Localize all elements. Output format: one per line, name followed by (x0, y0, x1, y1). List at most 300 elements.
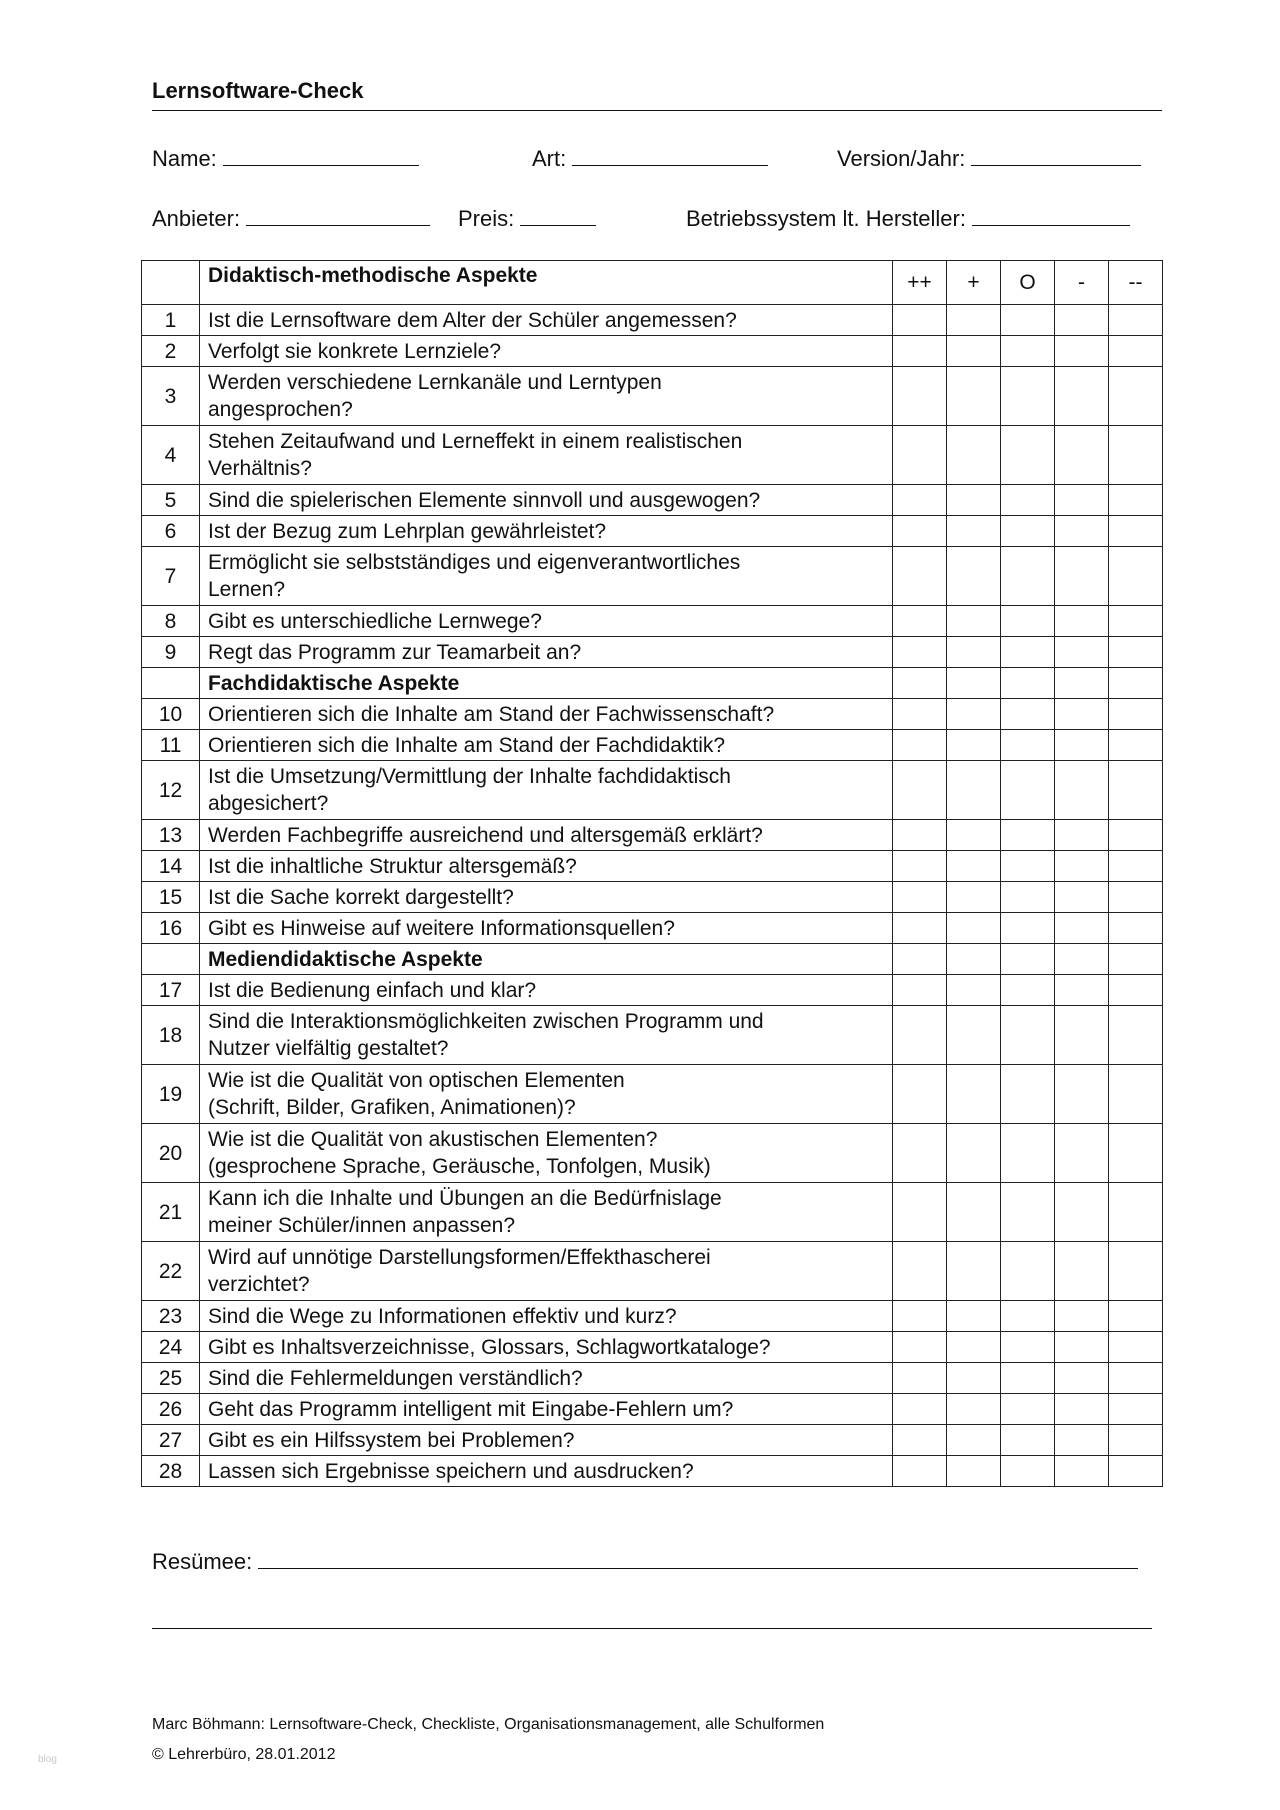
rating-cell[interactable] (1109, 485, 1163, 516)
rating-cell[interactable] (1055, 637, 1109, 668)
rating-cell[interactable] (1109, 1124, 1163, 1183)
rating-cell[interactable] (893, 367, 947, 426)
section-heading: Fachdidaktische Aspekte (200, 668, 893, 699)
art-blank (572, 143, 768, 166)
item-number: 13 (142, 820, 200, 851)
rating-cell[interactable] (1001, 637, 1055, 668)
rating-cell[interactable] (947, 305, 1001, 336)
rating-cell[interactable] (1109, 606, 1163, 637)
question-line: Werden Fachbegriffe ausreichend und altersgemäß erklärt? (208, 823, 763, 847)
rating-cell[interactable] (1109, 1425, 1163, 1456)
rating-cell[interactable] (1001, 820, 1055, 851)
item-question (200, 1006, 893, 1065)
item-question (200, 882, 893, 913)
rating-cell[interactable] (893, 305, 947, 336)
resume-label: Resümee: (152, 1549, 253, 1574)
checklist-row (142, 1394, 1163, 1425)
rating-cell (893, 944, 947, 975)
rating-cell[interactable] (1109, 1363, 1163, 1394)
name-label: Name: (152, 146, 217, 171)
rating-cell[interactable] (893, 1332, 947, 1363)
rating-cell[interactable] (893, 1456, 947, 1487)
version-blank (971, 143, 1141, 166)
rating-cell[interactable] (1055, 913, 1109, 944)
rating-cell[interactable] (1109, 367, 1163, 426)
item-number: 9 (142, 637, 200, 668)
rating-cell[interactable] (893, 516, 947, 547)
item-number: 3 (142, 367, 200, 426)
rating-cell[interactable] (947, 820, 1001, 851)
rating-cell[interactable] (947, 1394, 1001, 1425)
rating-cell[interactable] (947, 485, 1001, 516)
question-line: Ist die Umsetzung/Vermittlung der Inhalte fachdidaktisch (208, 765, 731, 788)
question-line: Gibt es unterschiedliche Lernwege? (208, 609, 542, 633)
rating-cell[interactable] (893, 761, 947, 820)
item-question (200, 730, 893, 761)
question-line: Lernen? (208, 578, 286, 601)
rating-header: -- (1109, 261, 1163, 305)
item-question (200, 913, 893, 944)
checklist-row (142, 820, 1163, 851)
rating-cell[interactable] (1001, 485, 1055, 516)
question-line: Orientieren sich die Inhalte am Stand der Fachwissenschaft? (208, 702, 775, 726)
checklist-row (142, 1065, 1163, 1124)
rating-cell[interactable] (947, 699, 1001, 730)
rating-cell[interactable] (1109, 975, 1163, 1006)
checklist-row (142, 1183, 1163, 1242)
rating-cell[interactable] (1055, 761, 1109, 820)
question-line: Sind die Interaktionsmöglichkeiten zwischen Programm und (208, 1010, 764, 1033)
rating-cell[interactable] (1055, 1456, 1109, 1487)
rating-cell (1055, 668, 1109, 699)
rating-cell[interactable] (1109, 547, 1163, 606)
section-heading: Didaktisch-methodische Aspekte (200, 261, 893, 305)
anbieter-blank (246, 203, 430, 226)
question-line: Gibt es Hinweise auf weitere Informationsquellen? (208, 916, 675, 940)
rating-cell[interactable] (1109, 1394, 1163, 1425)
rating-cell[interactable] (893, 547, 947, 606)
item-number: 20 (142, 1124, 200, 1183)
item-question (200, 426, 893, 485)
item-question (200, 336, 893, 367)
item-number: 12 (142, 761, 200, 820)
rating-cell[interactable] (1001, 851, 1055, 882)
rating-cell[interactable] (893, 1394, 947, 1425)
item-question (200, 606, 893, 637)
checklist-row (142, 336, 1163, 367)
question-line: Regt das Programm zur Teamarbeit an? (208, 640, 582, 664)
item-question (200, 1183, 893, 1242)
item-number: 18 (142, 1006, 200, 1065)
rating-cell[interactable] (893, 699, 947, 730)
rating-cell (1055, 944, 1109, 975)
rating-cell[interactable] (893, 851, 947, 882)
rating-cell[interactable] (893, 1363, 947, 1394)
rating-cell[interactable] (1001, 1332, 1055, 1363)
item-number: 6 (142, 516, 200, 547)
rating-cell[interactable] (1055, 1006, 1109, 1065)
question-line: Ermöglicht sie selbstständiges und eigenverantwortliches (208, 551, 741, 574)
rating-cell[interactable] (1001, 1006, 1055, 1065)
section-num-cell (142, 261, 200, 305)
rating-cell[interactable] (1109, 761, 1163, 820)
rating-cell[interactable] (893, 820, 947, 851)
rating-cell[interactable] (1001, 1425, 1055, 1456)
rating-cell[interactable] (1109, 426, 1163, 485)
item-question (200, 1124, 893, 1183)
item-number: 19 (142, 1065, 200, 1124)
rating-cell[interactable] (893, 606, 947, 637)
item-question (200, 485, 893, 516)
rating-cell[interactable] (1055, 1332, 1109, 1363)
rating-cell[interactable] (947, 516, 1001, 547)
rating-cell[interactable] (947, 1124, 1001, 1183)
betriebssystem-field (686, 203, 1130, 232)
rating-cell[interactable] (1109, 820, 1163, 851)
rating-cell[interactable] (1055, 305, 1109, 336)
item-number: 2 (142, 336, 200, 367)
checklist-row (142, 761, 1163, 820)
rating-cell[interactable] (893, 1242, 947, 1301)
rating-cell[interactable] (893, 1301, 947, 1332)
version-label: Version/Jahr: (837, 146, 966, 171)
checklist-row (142, 730, 1163, 761)
rating-cell[interactable] (893, 637, 947, 668)
checklist-row (142, 913, 1163, 944)
question-line: Ist der Bezug zum Lehrplan gewährleistet? (208, 519, 607, 543)
checklist-row (142, 1332, 1163, 1363)
section-num-cell (142, 668, 200, 699)
rating-cell[interactable] (1001, 1363, 1055, 1394)
item-number: 11 (142, 730, 200, 761)
rating-cell[interactable] (1055, 1124, 1109, 1183)
rating-cell[interactable] (1055, 851, 1109, 882)
question-line: Ist die Bedienung einfach und klar? (208, 978, 537, 1002)
rating-cell[interactable] (1109, 1456, 1163, 1487)
rating-cell[interactable] (947, 1183, 1001, 1242)
item-question (200, 975, 893, 1006)
item-number: 7 (142, 547, 200, 606)
question-line: Wie ist die Qualität von akustischen Elementen? (208, 1128, 658, 1151)
item-question (200, 699, 893, 730)
item-number: 28 (142, 1456, 200, 1487)
rating-cell[interactable] (947, 1242, 1001, 1301)
item-question (200, 820, 893, 851)
question-line: meiner Schüler/innen anpassen? (208, 1214, 516, 1237)
rating-cell[interactable] (1001, 305, 1055, 336)
question-line: Ist die Sache korrekt dargestellt? (208, 885, 514, 909)
rating-cell[interactable] (1055, 485, 1109, 516)
rating-cell[interactable] (1001, 1456, 1055, 1487)
rating-cell[interactable] (947, 1456, 1001, 1487)
rating-cell[interactable] (947, 1425, 1001, 1456)
rating-cell[interactable] (1109, 637, 1163, 668)
rating-cell[interactable] (947, 761, 1001, 820)
rating-cell[interactable] (947, 606, 1001, 637)
question-line: abgesichert? (208, 792, 329, 815)
question-line: (Schrift, Bilder, Grafiken, Animationen)? (208, 1096, 576, 1119)
version-field (837, 143, 1141, 172)
item-question (200, 1363, 893, 1394)
rating-cell[interactable] (947, 1363, 1001, 1394)
rating-cell[interactable] (1055, 1301, 1109, 1332)
rating-cell[interactable] (1055, 336, 1109, 367)
rating-cell[interactable] (1001, 1242, 1055, 1301)
rating-cell[interactable] (1109, 516, 1163, 547)
checklist-row (142, 1425, 1163, 1456)
resume-line-2 (152, 1628, 1152, 1629)
rating-cell[interactable] (893, 336, 947, 367)
name-field (152, 143, 419, 172)
rating-cell[interactable] (1109, 1065, 1163, 1124)
item-number: 26 (142, 1394, 200, 1425)
checklist-row (142, 975, 1163, 1006)
item-number: 5 (142, 485, 200, 516)
rating-cell[interactable] (1001, 1301, 1055, 1332)
rating-cell[interactable] (947, 730, 1001, 761)
checklist-row (142, 1242, 1163, 1301)
rating-cell[interactable] (1001, 699, 1055, 730)
anbieter-field (152, 203, 430, 232)
rating-cell[interactable] (1001, 367, 1055, 426)
rating-cell[interactable] (893, 1124, 947, 1183)
rating-cell[interactable] (1055, 730, 1109, 761)
question-line: Gibt es ein Hilfssystem bei Problemen? (208, 1428, 575, 1452)
rating-cell[interactable] (1001, 761, 1055, 820)
item-number: 25 (142, 1363, 200, 1394)
rating-header: O (1001, 261, 1055, 305)
checklist-table (141, 260, 1163, 1487)
preis-label: Preis: (458, 206, 515, 231)
rating-cell[interactable] (947, 882, 1001, 913)
question-line: Sind die Wege zu Informationen effektiv und kurz? (208, 1304, 677, 1328)
item-number: 17 (142, 975, 200, 1006)
rating-cell[interactable] (1001, 913, 1055, 944)
question-line: verzichtet? (208, 1273, 310, 1296)
question-line: Gibt es Inhaltsverzeichnisse, Glossars, Schlagwortkataloge? (208, 1335, 771, 1359)
checklist-row (142, 305, 1163, 336)
item-number: 22 (142, 1242, 200, 1301)
rating-cell[interactable] (893, 1425, 947, 1456)
question-line: Verfolgt sie konkrete Lernziele? (208, 339, 502, 363)
art-label: Art: (532, 146, 567, 171)
rating-cell (1109, 668, 1163, 699)
rating-cell[interactable] (947, 637, 1001, 668)
rating-cell[interactable] (1055, 1363, 1109, 1394)
rating-cell[interactable] (893, 1183, 947, 1242)
rating-cell[interactable] (1109, 730, 1163, 761)
rating-cell[interactable] (893, 426, 947, 485)
name-blank (223, 143, 419, 166)
rating-cell[interactable] (1109, 1183, 1163, 1242)
preis-blank (520, 203, 596, 226)
rating-cell[interactable] (1109, 1301, 1163, 1332)
rating-cell[interactable] (1109, 851, 1163, 882)
rating-cell[interactable] (893, 1006, 947, 1065)
item-question (200, 1065, 893, 1124)
question-line: Ist die Lernsoftware dem Alter der Schüler angemessen? (208, 308, 737, 332)
resume-row (152, 1546, 1162, 1575)
rating-cell[interactable] (1055, 1394, 1109, 1425)
rating-cell[interactable] (1001, 426, 1055, 485)
item-question (200, 367, 893, 426)
item-number: 16 (142, 913, 200, 944)
item-question (200, 637, 893, 668)
rating-cell[interactable] (1055, 1425, 1109, 1456)
rating-cell[interactable] (1109, 1242, 1163, 1301)
checklist-row (142, 637, 1163, 668)
checklist-row (142, 485, 1163, 516)
rating-header: - (1055, 261, 1109, 305)
question-line: Sind die spielerischen Elemente sinnvoll und ausgewogen? (208, 488, 761, 512)
question-line: Orientieren sich die Inhalte am Stand der Fachdidaktik? (208, 733, 726, 757)
checklist-row (142, 367, 1163, 426)
rating-cell[interactable] (1055, 1065, 1109, 1124)
question-line: Nutzer vielfältig gestaltet? (208, 1037, 449, 1060)
rating-cell (1109, 944, 1163, 975)
rating-header: + (947, 261, 1001, 305)
rating-cell[interactable] (1109, 305, 1163, 336)
item-number: 8 (142, 606, 200, 637)
question-line: Wie ist die Qualität von optischen Elementen (208, 1069, 625, 1092)
rating-cell[interactable] (1001, 730, 1055, 761)
rating-cell[interactable] (1001, 882, 1055, 913)
footer-copyright: © Lehrerbüro, 28.01.2012 (152, 1746, 336, 1763)
checklist-row (142, 1124, 1163, 1183)
document-title: Lernsoftware-Check (152, 78, 1162, 111)
rating-cell[interactable] (947, 975, 1001, 1006)
rating-cell[interactable] (947, 1065, 1001, 1124)
question-line: Kann ich die Inhalte und Übungen an die Bedürfnislage (208, 1187, 722, 1210)
rating-cell[interactable] (1055, 516, 1109, 547)
checklist-row (142, 426, 1163, 485)
item-question (200, 547, 893, 606)
question-line: Sind die Fehlermeldungen verständlich? (208, 1366, 583, 1390)
section-row (142, 944, 1163, 975)
rating-cell (893, 668, 947, 699)
item-number: 23 (142, 1301, 200, 1332)
rating-cell[interactable] (1109, 699, 1163, 730)
checklist-row (142, 547, 1163, 606)
checklist-row (142, 606, 1163, 637)
rating-cell[interactable] (893, 1065, 947, 1124)
rating-cell[interactable] (947, 913, 1001, 944)
rating-cell (1001, 944, 1055, 975)
rating-cell[interactable] (893, 485, 947, 516)
rating-cell[interactable] (947, 367, 1001, 426)
rating-cell[interactable] (1109, 1006, 1163, 1065)
checklist-row (142, 1456, 1163, 1487)
checklist-row (142, 516, 1163, 547)
rating-cell[interactable] (1055, 975, 1109, 1006)
rating-cell[interactable] (1001, 1124, 1055, 1183)
item-question (200, 1394, 893, 1425)
rating-cell[interactable] (1109, 336, 1163, 367)
rating-cell[interactable] (1001, 1183, 1055, 1242)
rating-cell (1001, 668, 1055, 699)
question-line: (gesprochene Sprache, Geräusche, Tonfolgen, Musik) (208, 1155, 711, 1178)
rating-cell[interactable] (947, 851, 1001, 882)
rating-cell[interactable] (947, 547, 1001, 606)
item-question (200, 305, 893, 336)
rating-cell[interactable] (1055, 547, 1109, 606)
rating-cell (947, 668, 1001, 699)
item-number: 21 (142, 1183, 200, 1242)
item-number: 4 (142, 426, 200, 485)
rating-cell[interactable] (947, 426, 1001, 485)
rating-cell[interactable] (1055, 699, 1109, 730)
item-question (200, 761, 893, 820)
rating-cell[interactable] (1001, 1394, 1055, 1425)
item-question (200, 1425, 893, 1456)
rating-cell[interactable] (1055, 606, 1109, 637)
question-line: Verhältnis? (208, 457, 312, 480)
question-line: Lassen sich Ergebnisse speichern und ausdrucken? (208, 1459, 694, 1483)
rating-cell[interactable] (1055, 1183, 1109, 1242)
rating-cell[interactable] (893, 730, 947, 761)
item-question (200, 1332, 893, 1363)
rating-cell[interactable] (1001, 336, 1055, 367)
question-line: Ist die inhaltliche Struktur altersgemäß? (208, 854, 577, 878)
rating-cell[interactable] (1055, 426, 1109, 485)
betriebssystem-blank (972, 203, 1130, 226)
watermark: blog (38, 1754, 57, 1765)
item-number: 15 (142, 882, 200, 913)
question-line: Werden verschiedene Lernkanäle und Lerntypen (208, 371, 662, 394)
section-heading: Mediendidaktische Aspekte (200, 944, 893, 975)
rating-cell[interactable] (1001, 975, 1055, 1006)
section-row (142, 668, 1163, 699)
rating-cell[interactable] (1001, 606, 1055, 637)
rating-cell[interactable] (947, 1301, 1001, 1332)
footer-credit: Marc Böhmann: Lernsoftware-Check, Checkliste, Organisationsmanagement, alle Schulformen (152, 1716, 825, 1733)
rating-cell[interactable] (1109, 882, 1163, 913)
rating-cell[interactable] (1055, 1242, 1109, 1301)
rating-cell[interactable] (1001, 1065, 1055, 1124)
checklist-row (142, 882, 1163, 913)
rating-cell[interactable] (947, 1332, 1001, 1363)
checklist-row (142, 851, 1163, 882)
rating-cell[interactable] (893, 913, 947, 944)
question-line: Geht das Programm intelligent mit Eingabe-Fehlern um? (208, 1397, 734, 1421)
item-question (200, 851, 893, 882)
question-line: Wird auf unnötige Darstellungsformen/Effekthascherei (208, 1246, 711, 1269)
rating-cell[interactable] (1055, 882, 1109, 913)
section-num-cell (142, 944, 200, 975)
rating-cell[interactable] (1001, 547, 1055, 606)
item-number: 10 (142, 699, 200, 730)
rating-cell[interactable] (1001, 516, 1055, 547)
question-line: angesprochen? (208, 398, 353, 421)
rating-cell[interactable] (893, 882, 947, 913)
rating-cell[interactable] (1109, 913, 1163, 944)
section-row (142, 261, 1163, 305)
checklist-row (142, 699, 1163, 730)
rating-cell[interactable] (1109, 1332, 1163, 1363)
rating-header: ++ (893, 261, 947, 305)
item-number: 24 (142, 1332, 200, 1363)
item-question (200, 1301, 893, 1332)
art-field (532, 143, 768, 172)
rating-cell[interactable] (947, 1006, 1001, 1065)
rating-cell[interactable] (1055, 820, 1109, 851)
rating-cell[interactable] (947, 336, 1001, 367)
question-line: Stehen Zeitaufwand und Lerneffekt in einem realistischen (208, 430, 743, 453)
resume-line (258, 1546, 1138, 1569)
rating-cell[interactable] (893, 975, 947, 1006)
checklist-row (142, 1363, 1163, 1394)
rating-cell[interactable] (1055, 367, 1109, 426)
